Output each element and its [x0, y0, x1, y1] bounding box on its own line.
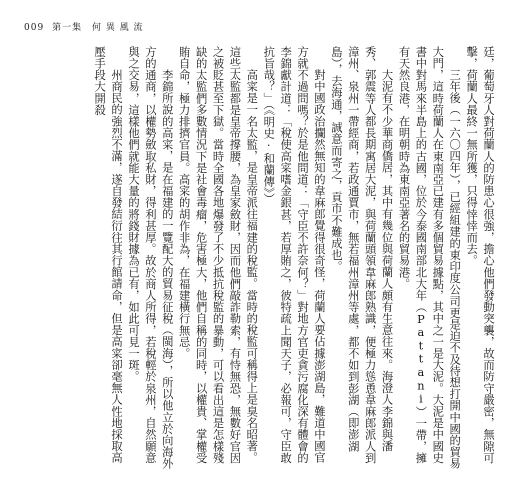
paragraph-6: 李錦所說的高寀，是在福建的一覽配大的貿易征稅（閩海），所以他立於向海外方的通商，以權勢斂取私財，得利甚厚。故於商人所得，若稅輕於泉州，自然願意與之交易，這樣他們就能大量的將錢財據為已有，如此可見一斑。 — [126, 46, 174, 469]
paragraph-7: 州商民的強烈不滿，遂自發結衍往其行館請命，但是高寀卻毫無人性地採取高壓手段大開殺 — [93, 46, 124, 463]
page-number: 009 — [24, 23, 45, 33]
paragraph-2: 三年後（一六〇四年），已經組建的東印度公司更是迫不及待想打開中國的貿易大門，這時荷蘭人在東南亞已建有多個貿易據點，其中之一是大泥。大泥是中國史書中對馬來半島上的古國，位於今泰國南部北大年（Pattani）一帶，擁有天然良港，在明朝時為東南亞著名的貿易港。 — [397, 46, 462, 469]
paragraph-5: 高寀是一名太監，是皇帝派往福建的稅監。當時的稅監可稱得上是臭名昭著。這些太監都是皇帝撐腰，為皇家斂財，因而他們敲詐勒索，有恃無恐，無數好官因之被貶甚至下獄。當時全國各地爆發了不少抵抗稅監的暴動，可以看出這是怎樣殘缺的太監們多數情況下是社會毒瘤，危害極大，他們自稱的同時，以權貴、掌權受賄自命，極力排擠官員。高寀的胡作非為，在福建橫行無忌。 — [177, 46, 259, 464]
running-header — [24, 20, 144, 33]
chapter-label: 第一集 — [52, 23, 83, 33]
running-title: 何 異 風 流 — [91, 23, 144, 33]
paragraph-1: 廷，葡萄牙人對荷蘭人的防患心很強，擔心他們發動突襲，故而防守嚴密，無隙可擊，荷蘭人最終一無所獲，只得悻悻而去。 — [465, 46, 495, 464]
paragraph-3: 大泥有不少華商僑居，其中有幾位與荷蘭人頗有生意往來。海澄人李錦與潘秀、郭震等人都長期寓居大泥，與荷蘭頭領韋麻郎熟識，便極力慫恿韋麻郎派人到漳州、泉州一帶經商，若政通賈市，無若福州漳州等處，都不如到彭湖（即澎湖島），去海通，誠意而寄之，貢市不難成也。 — [329, 46, 394, 464]
body-text — [26, 46, 496, 474]
paragraph-4: 對中國政治攔然無知的韋麻郎覺得很奇怪，荷蘭人要佔據澎湖島，難道中國官方就不過問嗎？於是他問道：「守臣不許奈何？」對地方官吏貪污腐化深有體會的李錦獻計道：「稅使高寀嗜金銀甚，若厚賄之，彼特疏上聞天子，必報可，守臣敢抗旨哉？」（《明史·和蘭傳》） — [262, 46, 326, 464]
